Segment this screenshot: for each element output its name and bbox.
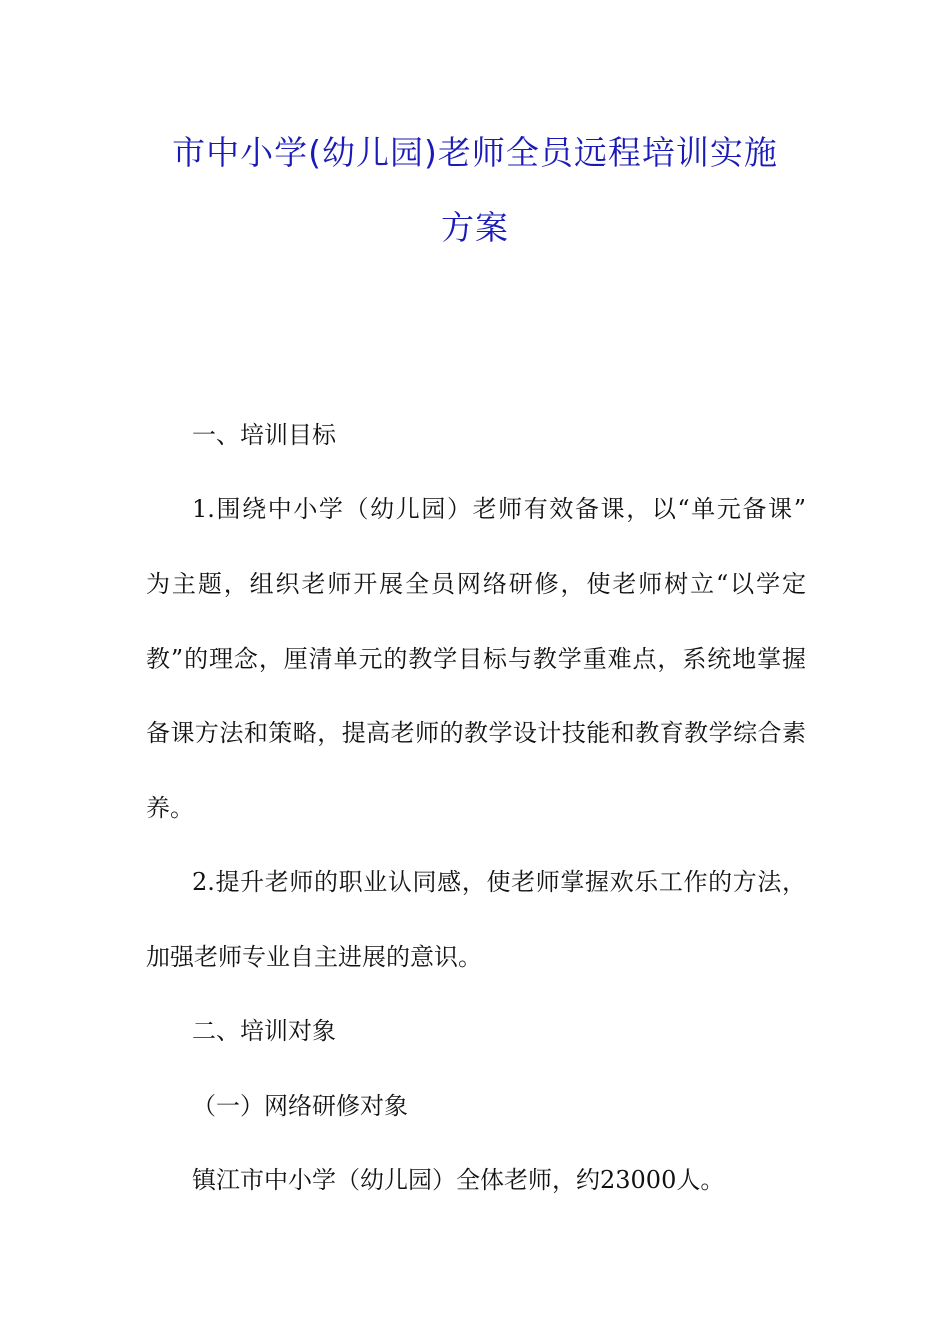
paragraph-line: 镇江市中小学（幼儿园）全体老师，约23000人。 <box>192 1166 725 1194</box>
paragraph-line: 加强老师专业自主进展的意识。 <box>146 943 482 971</box>
section-heading-training-goals: 一、培训目标 <box>192 421 336 449</box>
paragraph-line: 为主题，组织老师开展全员网络研修，使老师树立“以学定 <box>146 570 806 598</box>
paragraph-line: 1.围绕中小学（幼儿园）老师有效备课，以“单元备课” <box>192 495 806 523</box>
document-title-line-1: 市中小学(幼儿园)老师全员远程培训实施 <box>172 133 778 172</box>
paragraph-line: 2.提升老师的职业认同感，使老师掌握欢乐工作的方法， <box>192 868 806 896</box>
subsection-heading-online-study: （一）网络研修对象 <box>192 1092 408 1120</box>
paragraph-line: 备课方法和策略，提高老师的教学设计技能和教育教学综合素 <box>146 719 806 747</box>
paragraph-line: 教”的理念，厘清单元的教学目标与教学重难点，系统地掌握 <box>146 645 806 673</box>
document-title-line-2: 方案 <box>441 208 509 247</box>
paragraph-line: 养。 <box>146 794 194 822</box>
section-heading-training-targets: 二、培训对象 <box>192 1017 336 1045</box>
